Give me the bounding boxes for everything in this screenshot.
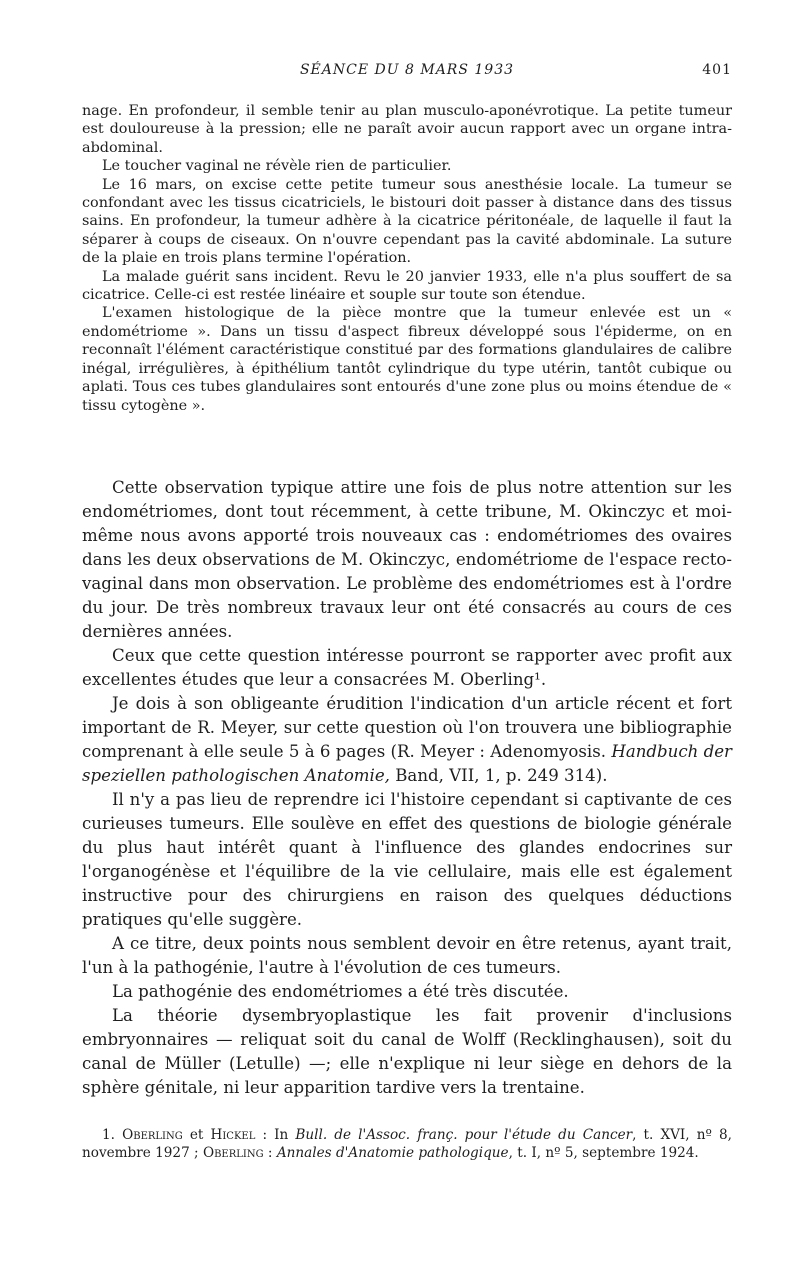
footnote-text: : (263, 1145, 277, 1161)
discussion-paragraph: La théorie dysembryoplastique les fait provenir d'inclusions embryonnaires — reliquat soit du canal de Wolff (Recklinghausen), soit du canal de Müller (Letulle) —; elle n'explique ni leur siège en dehors de la sphère génitale, ni leur apparition tardive vers la trentaine. (82, 1006, 732, 1097)
journal-title: Annales d'Anatomie pathologique (276, 1145, 509, 1161)
discussion-paragraph: A ce titre, deux points nous semblent devoir en être retenus, ayant trait, l'un à la pathogénie, l'autre à l'évolution de ces tumeurs. (82, 934, 732, 977)
footnote-text: , t. I, nº 5, septembre 1924. (508, 1145, 699, 1161)
journal-title: Bull. de l'Assoc. franç. pour l'étude du Cancer (295, 1127, 633, 1143)
author-name: Hickel (210, 1127, 256, 1143)
running-title: SÉANCE DU 8 MARS 1933 (299, 62, 515, 78)
case-paragraph: Le 16 mars, on excise cette petite tumeur sous anesthésie locale. La tumeur se confondant avec les tissus cicatriciels, le bistouri doit passer à distance dans des tissus sains. En profondeur, la tumeur adhère à la cicatrice péritonéale, de laquelle il faut la séparer à coups de ciseaux. On n'ouvre cependant pas la cavité abdominale. La suture de la plaie en trois plans termine l'opération. (82, 176, 732, 267)
footnote-text: , t. XVI, nº 8, novembre 1927 ; (82, 1127, 732, 1161)
discussion-section (82, 476, 732, 1100)
discussion-paragraph: Cette observation typique attire une fois de plus notre attention sur les endométriomes, dont tout récemment, à cette tribune, M. Okinczyc et moi-même nous avons apporté trois nouveaux cas : endométriomes des ovaires dans les deux observations de M. Okinczyc, endométriome de l'espace recto-vaginal dans mon observation. Le problème des endométriomes est à l'ordre du jour. De très nombreux travaux leur ont été consacrés au cours de ces dernières années. (82, 478, 732, 641)
case-paragraph: nage. En profondeur, il semble tenir au plan musculo-aponévrotique. La petite tumeur est douloureuse à la pression; elle ne paraît avoir aucun rapport avec un organe intra-abdominal. (82, 103, 732, 156)
case-paragraph: Le toucher vaginal ne révèle rien de particulier. (102, 158, 452, 175)
author-name: Oberling (122, 1127, 183, 1143)
paragraph-text: Je dois à son obligeante érudition l'indication d'un article récent et fort important de R. Meyer, sur cette question où l'on trouvera une bibliographie comprenant à elle seule 5 à 6 pages (R. Meyer : Adenomyosis. (82, 694, 732, 761)
discussion-paragraph (82, 692, 732, 788)
footnote-text: : In (255, 1127, 296, 1143)
case-paragraph: L'examen histologique de la pièce montre que la tumeur enlevée est un « endométriome ». Dans un tissu d'aspect fibreux développé sous l'épiderme, on en reconnaît l'élément caractéristique constitué par des formations glandulaires de calibre inégal, irrégulières, à épithélium tantôt cylindrique du type utérin, tantôt cubique ou aplati. Tous ces tubes glandulaires sont entourés d'une zone plus ou moins étendue de « tissu cytogène ». (82, 305, 732, 414)
running-header (82, 62, 732, 84)
discussion-paragraph: La pathogénie des endométriomes a été très discutée. (112, 982, 569, 1001)
paragraph-text: Band, VII, 1, p. 249 314). (389, 766, 608, 785)
discussion-paragraph: Ceux que cette question intéresse pourront se rapporter avec profit aux excellentes études que leur a consacrées M. Oberling¹. (82, 646, 732, 689)
footnote-text: et (182, 1127, 211, 1143)
footnote-marker: 1. (102, 1127, 123, 1143)
footnote-1 (82, 1126, 732, 1162)
footnotes (82, 1126, 732, 1162)
book-title: Handbuch der speziellen pathologischen Anatomie, (82, 742, 732, 785)
author-name: Oberling (202, 1145, 264, 1161)
discussion-paragraph: Il n'y a pas lieu de reprendre ici l'histoire cependant si captivante de ces curieuses tumeurs. Elle soulève en effet des questions de biologie générale du plus haut intérêt quant à l'influence des glandes endocrines sur l'organogénèse et l'équilibre de la vie cellulaire, mais elle est également instructive pour des chirurgiens en raison des quelques déductions pratiques qu'elle suggère. (82, 790, 732, 929)
case-report-section (82, 102, 732, 415)
page-number: 401 (702, 62, 732, 78)
case-paragraph: La malade guérit sans incident. Revu le 20 janvier 1933, elle n'a plus souffert de sa cicatrice. Celle-ci est restée linéaire et souple sur toute son étendue. (82, 268, 732, 304)
